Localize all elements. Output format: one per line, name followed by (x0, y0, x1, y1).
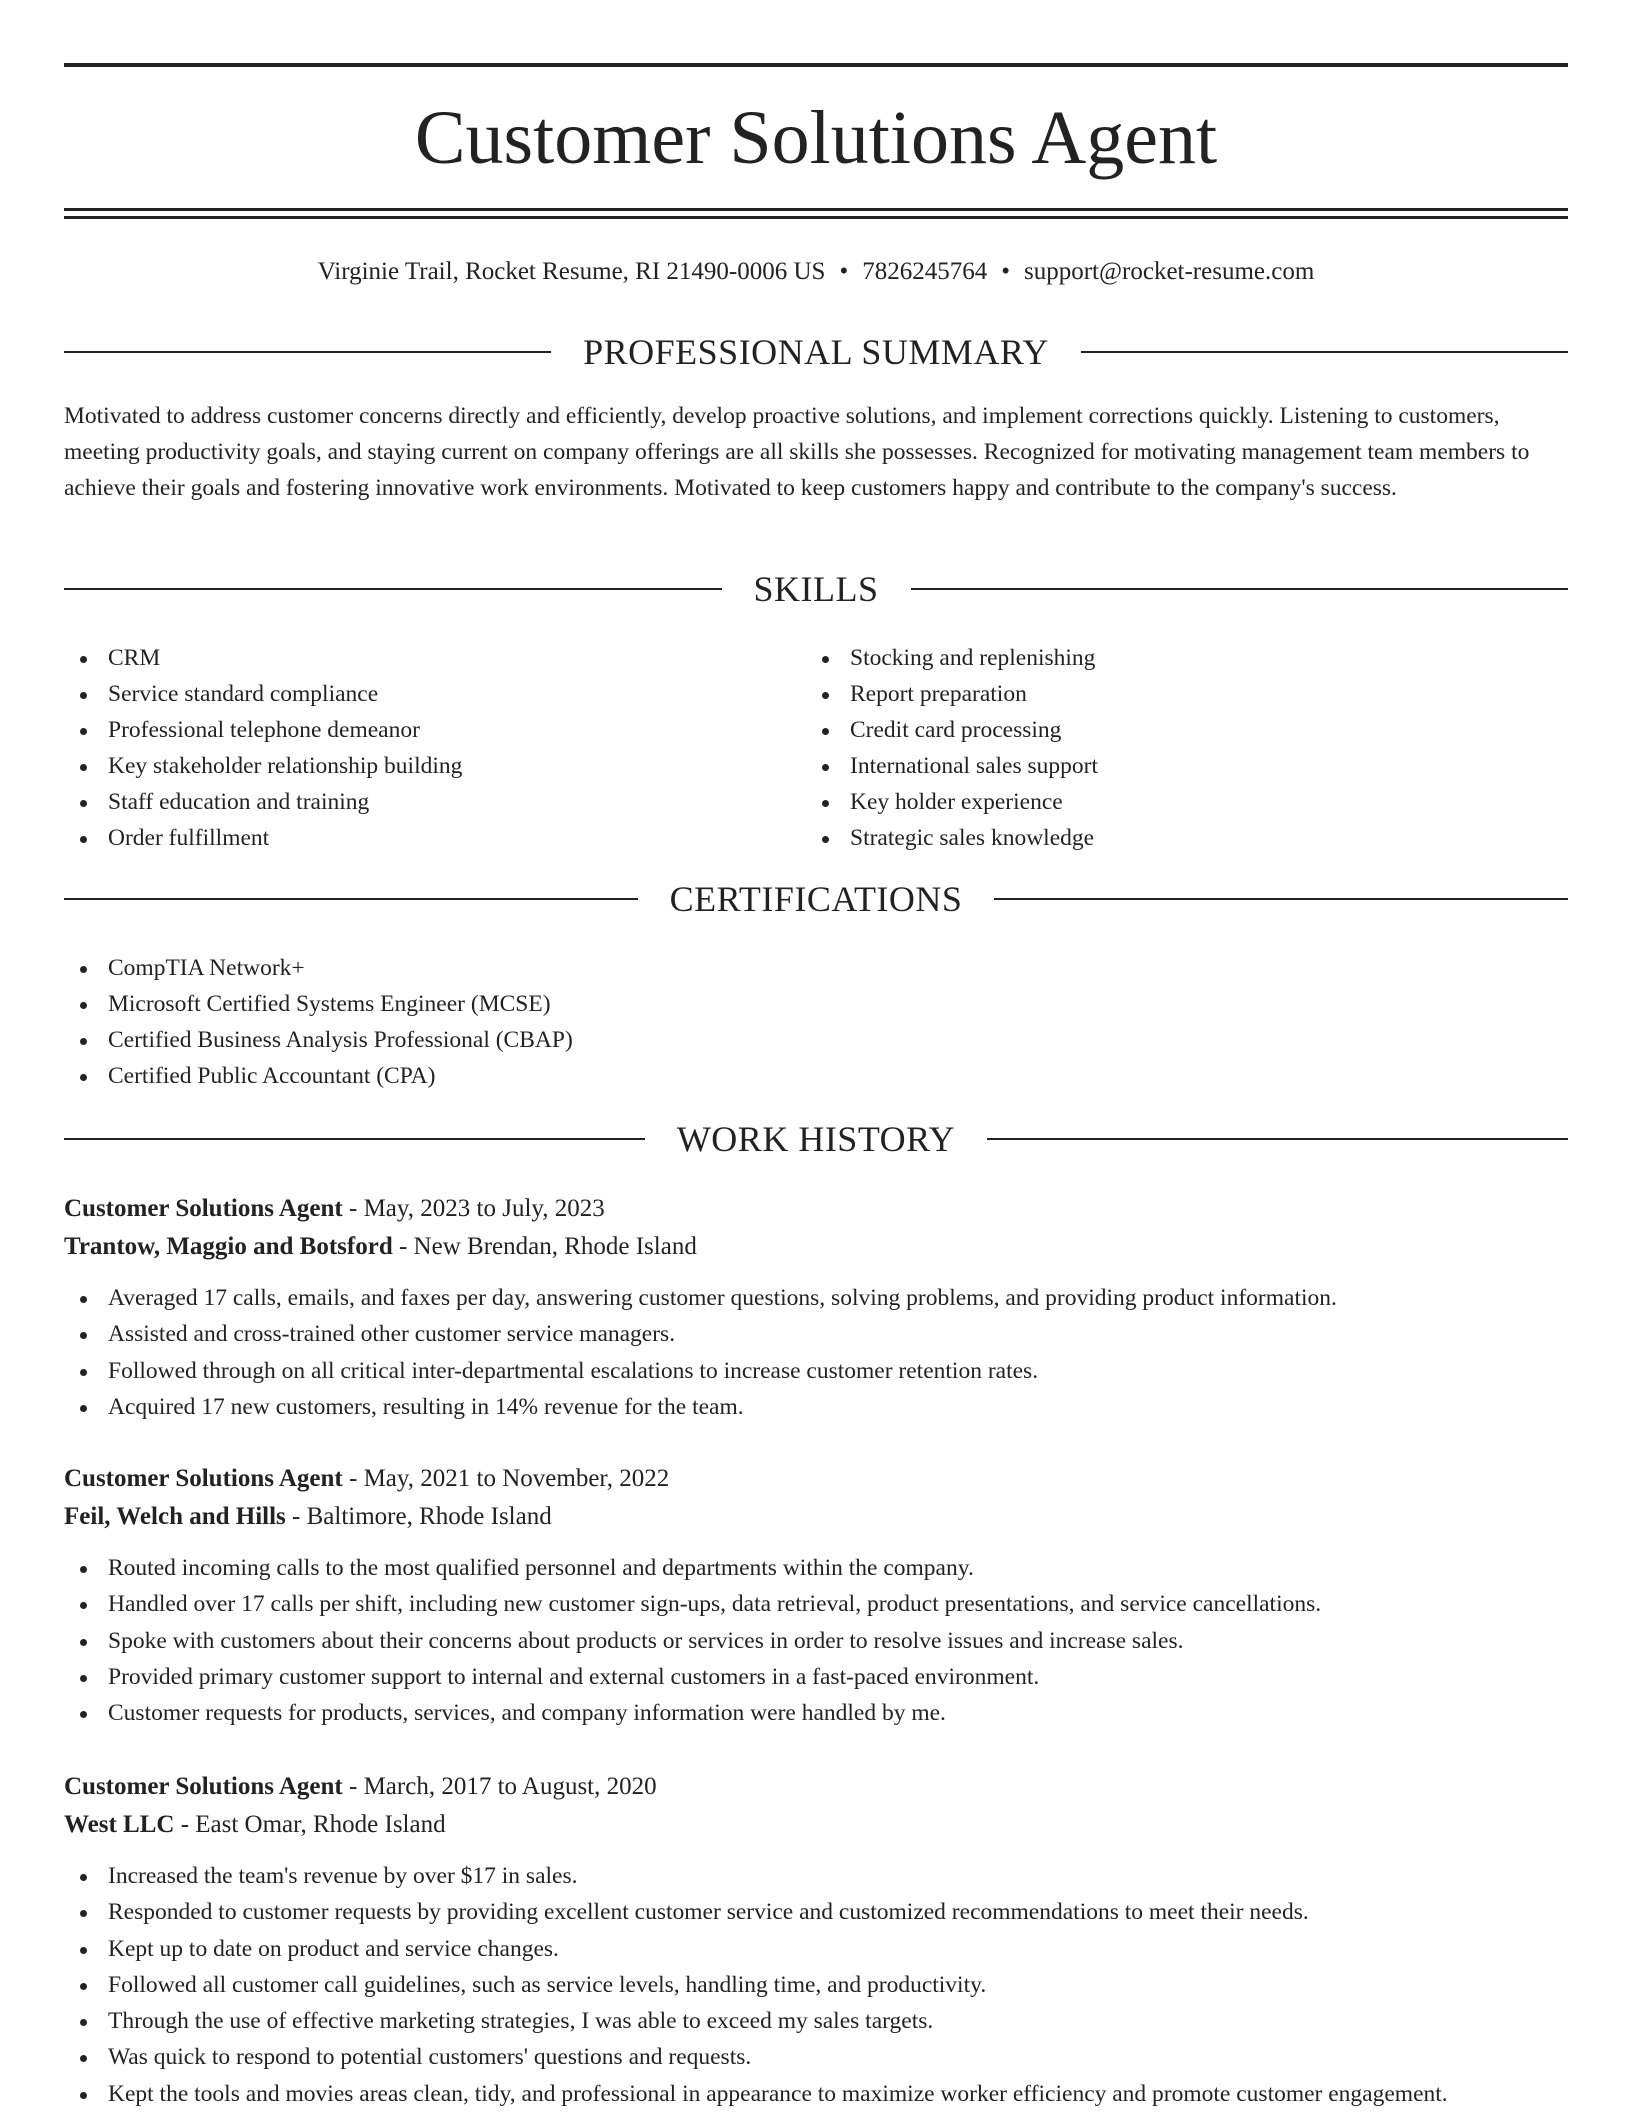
skill-item: Professional telephone demeanor (64, 712, 462, 748)
heading-rule (1081, 351, 1568, 353)
skill-item: Service standard compliance (64, 676, 462, 712)
job-duties-list (64, 1280, 1568, 1425)
job-entry (64, 1768, 1568, 2112)
section-heading-certifications (64, 877, 1568, 921)
job-title-line (64, 1190, 1568, 1228)
job-title: Customer Solutions Agent (64, 1773, 343, 1800)
job-duty: Averaged 17 calls, emails, and faxes per day, answering customer questions, solving problems, and providing product information. (64, 1280, 1568, 1316)
certification-item: Certified Business Analysis Professional (CBAP) (64, 1022, 573, 1058)
job-duty: Provided primary customer support to internal and external customers in a fast-paced environment. (64, 1659, 1568, 1695)
job-duty: Through the use of effective marketing strategies, I was able to exceed my sales targets. (64, 2003, 1568, 2039)
heading-rule (64, 898, 638, 900)
section-title: CERTIFICATIONS (669, 879, 963, 919)
contact-separator: • (839, 258, 849, 285)
heading-rule (64, 351, 551, 353)
job-duties-list (64, 1858, 1568, 2112)
skill-item: Stocking and replenishing (806, 640, 1098, 676)
job-dates: - May, 2021 to November, 2022 (342, 1465, 670, 1492)
contact-address: Virginie Trail, Rocket Resume, RI 21490-0006 US (317, 258, 826, 285)
job-duty: Increased the team's revenue by over $17 in sales. (64, 1858, 1568, 1894)
resume-name: Customer Solutions Agent (414, 96, 1218, 180)
header-top-rule (64, 63, 1568, 67)
job-location: - East Omar, Rhode Island (174, 1811, 446, 1838)
job-duty: Responded to customer requests by providing excellent customer service and customized recommendations to meet their needs. (64, 1894, 1568, 1930)
job-title: Customer Solutions Agent (64, 1465, 343, 1492)
contact-email: support@rocket-resume.com (1024, 258, 1315, 285)
job-location: - New Brendan, Rhode Island (392, 1233, 697, 1260)
heading-rule (64, 588, 722, 590)
job-duties-list (64, 1550, 1568, 1731)
skill-item: Report preparation (806, 676, 1098, 712)
header-double-rule-lower (64, 216, 1568, 219)
skill-item: Credit card processing (806, 712, 1098, 748)
section-heading-work-history (64, 1117, 1568, 1161)
section-heading-summary (64, 330, 1568, 374)
skill-item: Key stakeholder relationship building (64, 748, 462, 784)
skill-item: Order fulfillment (64, 820, 462, 856)
job-duty: Was quick to respond to potential customers' questions and requests. (64, 2039, 1568, 2075)
skill-item: Key holder experience (806, 784, 1098, 820)
summary-text: Motivated to address customer concerns directly and efficiently, develop proactive solutions, and implement corrections quickly. Listening to customers, meeting productivity goals, and staying current on company offerings are all skills she possesses. Recognized for motivating management team members to achieve their goals and fostering innovative work environments. Motivated to keep customers happy and contribute to the company's success. (64, 403, 1530, 501)
section-heading-skills (64, 567, 1568, 611)
job-entry (64, 1190, 1568, 1425)
skill-item: International sales support (806, 748, 1098, 784)
job-title-line (64, 1768, 1568, 1806)
heading-rule (987, 1138, 1568, 1140)
header-double-rule-upper (64, 208, 1568, 211)
job-company-line (64, 1498, 1568, 1536)
skill-item: Strategic sales knowledge (806, 820, 1098, 856)
job-duty: Handled over 17 calls per shift, including new customer sign-ups, data retrieval, product presentations, and service cancellations. (64, 1586, 1568, 1622)
skills-list-left (64, 640, 462, 856)
job-duty: Kept the tools and movies areas clean, tidy, and professional in appearance to maximize worker efficiency and promote customer engagement. (64, 2076, 1568, 2112)
contact-separator: • (1001, 258, 1010, 285)
section-title: SKILLS (753, 569, 879, 609)
skill-item: Staff education and training (64, 784, 462, 820)
certification-item: Certified Public Accountant (CPA) (64, 1058, 573, 1094)
job-entry (64, 1460, 1568, 1731)
job-company-line (64, 1228, 1568, 1266)
heading-rule (994, 898, 1568, 900)
job-duty: Followed through on all critical inter-departmental escalations to increase customer retention rates. (64, 1353, 1568, 1389)
certifications-list (64, 950, 573, 1094)
job-title-line (64, 1460, 1568, 1498)
contact-line (64, 254, 1568, 290)
section-title: WORK HISTORY (676, 1119, 956, 1159)
job-duty: Followed all customer call guidelines, such as service levels, handling time, and productivity. (64, 1967, 1568, 2003)
certification-item: CompTIA Network+ (64, 950, 573, 986)
section-title: PROFESSIONAL SUMMARY (583, 332, 1049, 372)
job-duty: Customer requests for products, services, and company information were handled by me. (64, 1695, 1568, 1731)
job-company: Feil, Welch and Hills (64, 1503, 286, 1530)
job-duty: Acquired 17 new customers, resulting in 14% revenue for the team. (64, 1389, 1568, 1425)
job-duty: Kept up to date on product and service changes. (64, 1931, 1568, 1967)
job-duty: Spoke with customers about their concerns about products or services in order to resolve issues and increase sales. (64, 1623, 1568, 1659)
skill-item: CRM (64, 640, 462, 676)
job-company-line (64, 1806, 1568, 1844)
job-title: Customer Solutions Agent (64, 1195, 343, 1222)
job-dates: - March, 2017 to August, 2020 (342, 1773, 657, 1800)
heading-rule (64, 1138, 645, 1140)
skills-list-right (806, 640, 1098, 856)
heading-rule (911, 588, 1569, 590)
contact-phone: 7826245764 (862, 258, 988, 285)
certification-item: Microsoft Certified Systems Engineer (MCSE) (64, 986, 573, 1022)
job-duty: Assisted and cross-trained other customer service managers. (64, 1316, 1568, 1352)
job-dates: - May, 2023 to July, 2023 (342, 1195, 605, 1222)
job-location: - Baltimore, Rhode Island (285, 1503, 552, 1530)
job-company: West LLC (64, 1811, 175, 1838)
job-company: Trantow, Maggio and Botsford (64, 1233, 393, 1260)
job-duty: Routed incoming calls to the most qualified personnel and departments within the company. (64, 1550, 1568, 1586)
